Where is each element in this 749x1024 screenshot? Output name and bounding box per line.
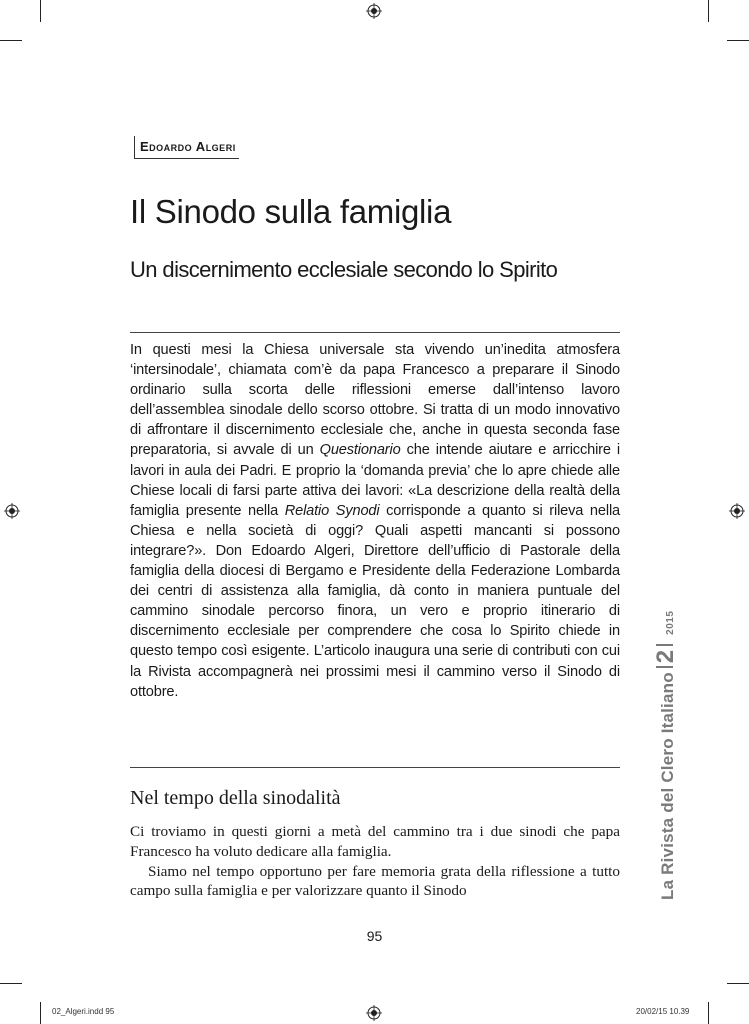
- author-name: Edoardo Algeri: [134, 136, 239, 159]
- crop-mark-top-left-horizontal: [0, 40, 22, 41]
- section-title: Nel tempo della sinodalità: [130, 787, 341, 809]
- abstract-text: che intende aiutare e arricchire i lavori in aula dei Padri. E proprio la ‘domanda previa’ che lo apre chiede alle Chiese locali di farsi parte attiva dei lavori: «La descrizione della realtà della famiglia presente nella: [130, 442, 620, 519]
- abstract-text: In questi mesi la Chiesa universale sta vivendo un’inedita atmosfera ‘intersinodale’, chiamata com’è da papa Francesco a preparare il Sinodo ordinario sulla scorta delle riflessioni emerse dall’intenso lavoro dell’assemblea sinodale dello scorso ottobre. Si tratta di un modo innovativo di affrontare il discernimento ecclesiale che, anche in questa seconda fase preparatoria, si avvale di un: [130, 342, 620, 459]
- sidebar-divider: [656, 666, 673, 668]
- slug-timestamp: 20/02/15 10.39: [636, 1007, 690, 1016]
- crop-mark-top-right-horizontal: [727, 40, 749, 41]
- crop-mark-bottom-right-horizontal: [727, 983, 749, 984]
- page-number: 95: [366, 928, 383, 944]
- journal-name: La Rivista del Clero Italiano: [658, 672, 677, 900]
- body-text: [130, 822, 620, 901]
- crop-mark-top-right-vertical: [708, 0, 709, 22]
- slug-file: 02_Algeri.indd 95: [52, 1007, 115, 1016]
- article-subtitle: Un discernimento ecclesiale secondo lo Spirito: [130, 257, 558, 282]
- sidebar-divider: [656, 644, 673, 646]
- abstract-italic-term: Relatio Synodi: [284, 502, 380, 519]
- registration-mark-icon: [366, 3, 382, 19]
- abstract-bottom-rule: [130, 767, 620, 768]
- body-paragraph: Siamo nel tempo opportuno per fare memoria grata della riflessione a tutto campo sulla famiglia e per valorizzare quanto il Sinodo: [130, 862, 620, 900]
- journal-sidebar: [652, 610, 679, 900]
- registration-mark-icon: [4, 503, 20, 519]
- crop-mark-bottom-left-vertical: [40, 1002, 41, 1024]
- registration-mark-icon: [366, 1005, 382, 1021]
- crop-mark-bottom-left-horizontal: [0, 983, 22, 984]
- crop-mark-top-left-vertical: [40, 0, 41, 22]
- body-paragraph: Ci troviamo in questi giorni a metà del cammino tra i due sinodi che papa Francesco ha voluto dedicare alla famiglia.: [130, 823, 620, 860]
- abstract-italic-term: Questionario: [319, 442, 401, 459]
- crop-mark-bottom-right-vertical: [708, 1002, 709, 1024]
- abstract-top-rule: [130, 332, 620, 333]
- issue-number: 2: [652, 649, 679, 664]
- registration-mark-icon: [729, 503, 745, 519]
- abstract-text: corrisponde a quanto si rileva nella Chiesa e nella società di oggi? Quali aspetti mancanti si possono integrare?». Don Edoardo Algeri, Direttore dell’ufficio di Pastorale della famiglia della diocesi di Bergamo e Presidente della Federazione Lombarda dei centri di assistenza alla famiglia, dà conto in maniera puntuale del cammino sinodale percorso finora, un vero e proprio itinerario di discernimento ecclesiale per comprendere che cosa lo Spirito chiede in questo tempo così esigente. L’articolo inaugura una serie di contributi con cui la Rivista accompagnerà nei prossimi mesi il cammino verso il Sinodo di ottobre.: [130, 502, 620, 700]
- article-title: Il Sinodo sulla famiglia: [130, 193, 452, 230]
- abstract: [130, 340, 620, 702]
- issue-year: 2015: [665, 610, 676, 635]
